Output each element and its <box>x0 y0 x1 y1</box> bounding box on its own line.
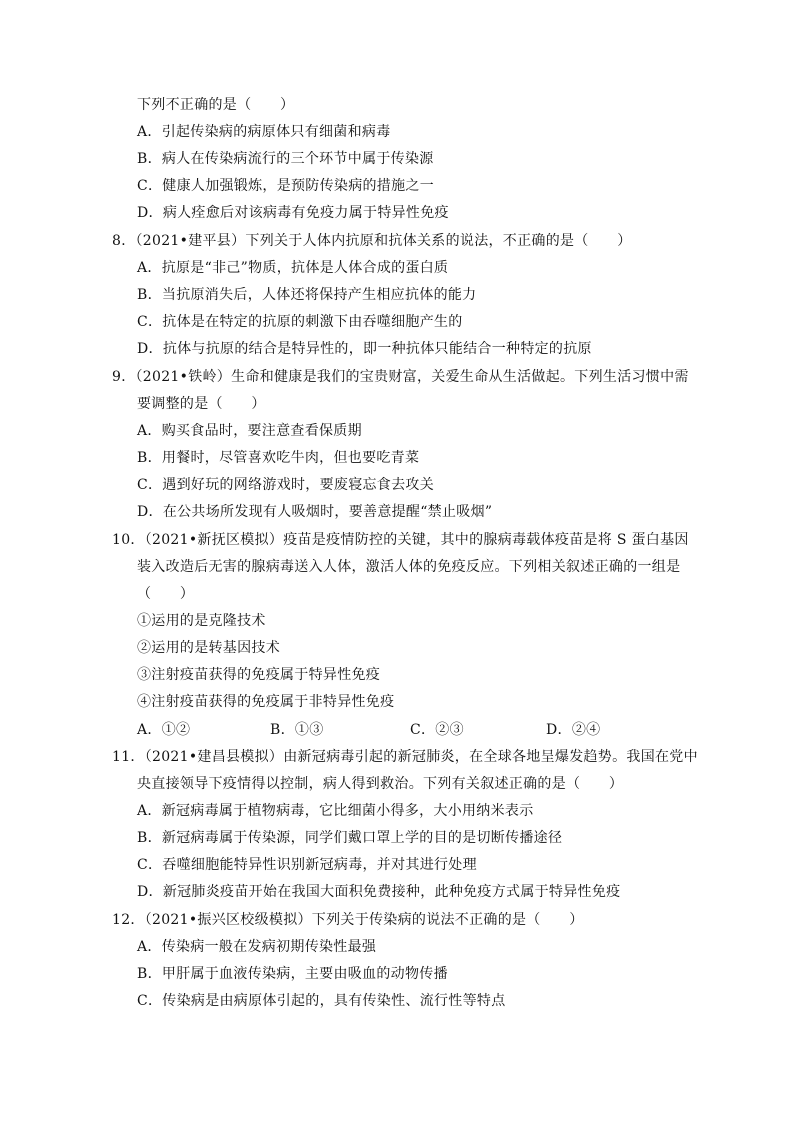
option-c: C．健康人加强锻炼，是预防传染病的措施之一 <box>137 178 435 194</box>
question-10-statement-3: ③注射疫苗获得的免疫属于特异性免疫 <box>137 667 381 683</box>
question-10-statement-2: ②运用的是转基因技术 <box>137 640 280 656</box>
question-9-stem-line1: 9．（2021•铁岭）生命和健康是我们的宝贵财富，关爱生命从生活做起。下列生活习惯中需 <box>112 369 689 385</box>
question-11-option-d: D．新冠肺炎疫苗开始在我国大面积免费接种，此种免疫方式属于特异性免疫 <box>137 884 621 900</box>
question-8-option-a: A．抗原是“非己”物质，抗体是人体合成的蛋白质 <box>137 260 449 276</box>
question-9-stem-line2: 要调整的是（ ） <box>137 396 266 412</box>
question-11-option-a: A．新冠病毒属于植物病毒，它比细菌小得多，大小用纳米表示 <box>137 803 534 819</box>
question-12-stem: 12．（2021•振兴区校级模拟）下列关于传染病的说法不正确的是（ ） <box>112 912 584 928</box>
question-11-option-c: C．吞噬细胞能特异性识别新冠病毒，并对其进行处理 <box>137 857 477 873</box>
question-9-option-b: B．用餐时，尽管喜欢吃牛肉，但也要吃青菜 <box>137 450 420 466</box>
question-10-stem-line2: 装入改造后无害的腺病毒送入人体，激活人体的免疫反应。下列相关叙述正确的一组是 <box>137 559 681 575</box>
question-9-option-d: D．在公共场所发现有人吸烟时，要善意提醒“禁止吸烟” <box>137 504 493 520</box>
question-12-option-a: A．传染病一般在发病初期传染性最强 <box>137 939 377 955</box>
question-12-option-c: C．传染病是由病原体引起的，具有传染性、流行性等特点 <box>137 993 506 1009</box>
question-8-option-d: D．抗体与抗原的结合是特异性的，即一种抗体只能结合一种特定的抗原 <box>137 341 592 357</box>
question-11-stem-line1: 11．（2021•建昌县模拟）由新冠病毒引起的新冠肺炎，在全球各地呈爆发趋势。我国在党中 <box>112 749 698 765</box>
question-9-option-c: C．遇到好玩的网络游戏时，要废寝忘食去攻关 <box>137 477 435 493</box>
question-8-option-b: B．当抗原消失后，人体还将保持产生相应抗体的能力 <box>137 287 477 303</box>
question-10-statement-4: ④注射疫苗获得的免疫属于非特异性免疫 <box>137 694 395 710</box>
option-b: B．病人在传染病流行的三个环节中属于传染源 <box>137 151 434 167</box>
question-10-option-d: D．②④ <box>546 722 601 738</box>
question-8-stem: 8．（2021•建平县）下列关于人体内抗原和抗体关系的说法，不正确的是（ ） <box>112 233 632 249</box>
question-11-option-b: B．新冠病毒属于传染源，同学们戴口罩上学的目的是切断传播途径 <box>137 830 563 846</box>
question-9-option-a: A．购买食品时，要注意查看保质期 <box>137 423 362 439</box>
option-d: D．病人痊愈后对该病毒有免疫力属于特异性免疫 <box>137 205 449 221</box>
option-a: A．引起传染病的病原体只有细菌和病毒 <box>137 124 391 140</box>
question-10-stem-line3: （ ） <box>137 586 195 602</box>
question-10-statement-1: ①运用的是克隆技术 <box>137 613 266 629</box>
question-10-stem-line1: 10．（2021•新抚区模拟）疫苗是疫情防控的关键，其中的腺病毒载体疫苗是将 S 蛋白基因 <box>112 532 689 548</box>
question-12-option-b: B．甲肝属于血液传染病，主要由吸血的动物传播 <box>137 966 448 982</box>
question-8-option-c: C．抗体是在特定的抗原的刺激下由吞噬细胞产生的 <box>137 314 463 330</box>
question-11-stem-line2: 央直接领导下疫情得以控制，病人得到救治。下列有关叙述正确的是（ ） <box>137 776 624 792</box>
question-10-option-b: B．①③ <box>270 722 324 738</box>
question-stem: 下列不正确的是（ ） <box>137 97 295 113</box>
question-10-option-c: C．②③ <box>410 722 464 738</box>
question-10-option-a: A．①② <box>137 722 191 738</box>
